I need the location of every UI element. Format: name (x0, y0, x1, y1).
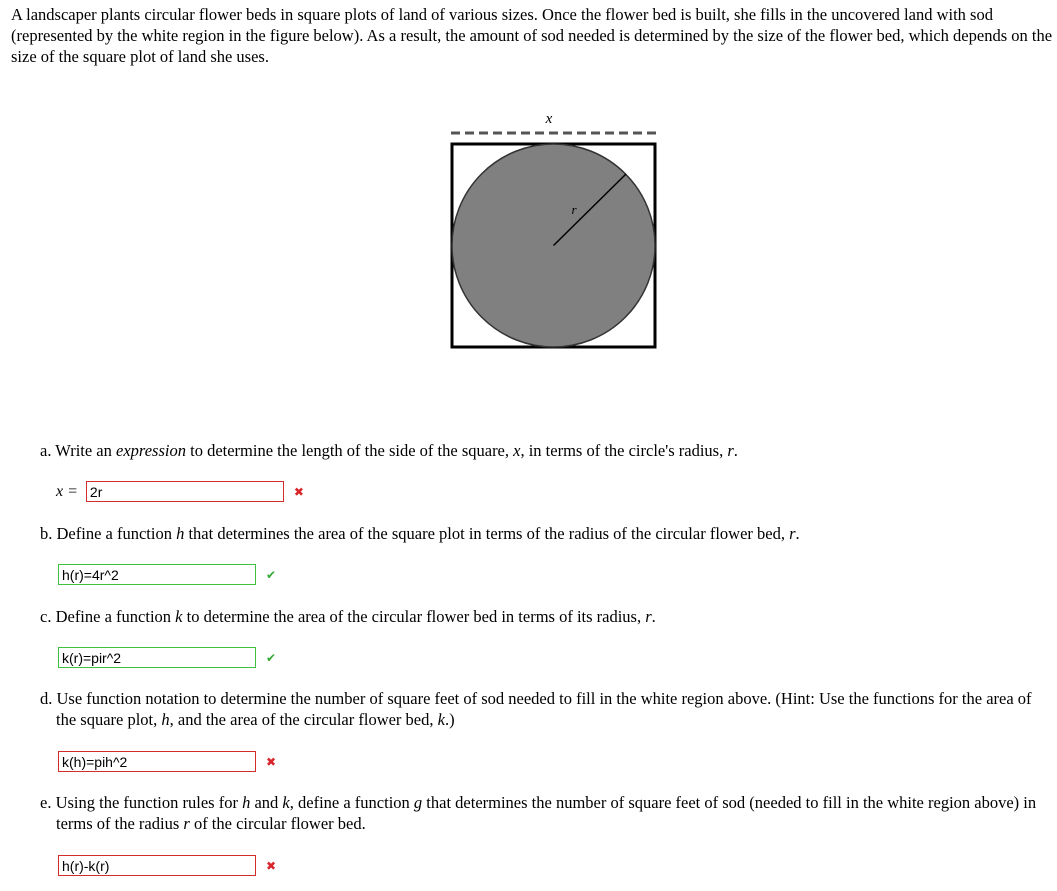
x-equals-label: x = (56, 482, 78, 500)
incorrect-x-icon: ✖ (266, 858, 277, 873)
question-c: c. Define a function k to determine the area of the circular flower bed in terms of its radius, r. (40, 607, 656, 626)
answer-row-b (58, 564, 276, 585)
answer-input-d[interactable] (58, 751, 256, 772)
flower-bed-figure (448, 108, 660, 352)
answer-input-a[interactable] (86, 481, 284, 502)
incorrect-x-icon: ✖ (266, 754, 277, 769)
answer-row-a (56, 481, 304, 502)
incorrect-x-icon: ✖ (293, 484, 304, 499)
answer-input-e[interactable] (58, 855, 256, 876)
answer-row-d (58, 751, 276, 772)
question-e: e. Using the function rules for h and k, define a function g that determines the number of square feet of sod (needed to fill in the white region above) in terms of the radius r of the circular flower bed. (40, 793, 1037, 833)
question-a: a. Write an expression to determine the length of the side of the square, x, in terms of the circle's radius, r. (40, 441, 738, 460)
problem-intro: A landscaper plants circular flower beds in square plots of land of various sizes. Once the flower bed is built, she fills in the uncovered land with sod (represented by the white region in the figure below). As a result, the amount of sod needed is determined by the size of the flower bed, which depends on the size of the square plot of land she uses. (11, 5, 1053, 66)
correct-check-icon: ✔ (266, 567, 277, 582)
answer-input-c[interactable] (58, 647, 256, 668)
answer-row-c (58, 647, 276, 668)
answer-input-b[interactable] (58, 564, 256, 585)
question-d: d. Use function notation to determine the number of square feet of sod needed to fill in the white region above. (Hint: Use the functions for the area of the square plot, h, and the area of the circular flower bed, k.) (40, 689, 1032, 729)
radius-label: r (571, 202, 577, 217)
side-length-label: x (545, 111, 553, 127)
question-b: b. Define a function h that determines the area of the square plot in terms of the radius of the circular flower bed, r. (40, 524, 800, 543)
correct-check-icon: ✔ (266, 650, 277, 665)
answer-row-e (58, 855, 276, 876)
